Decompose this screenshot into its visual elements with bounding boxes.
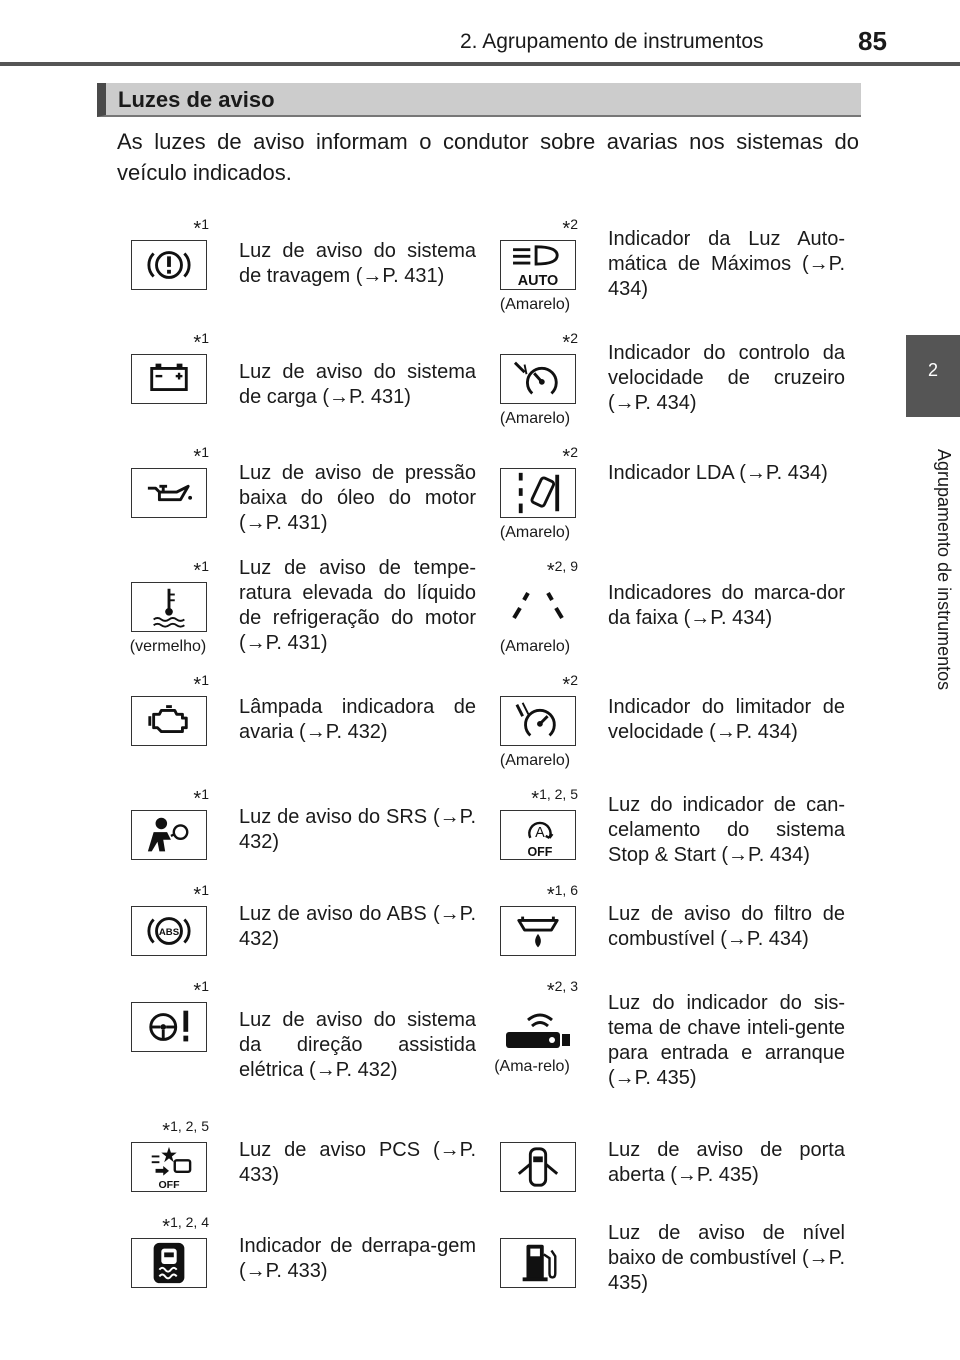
footnote-ref: *$^2$ (562, 216, 578, 240)
page-number: 85 (858, 26, 887, 56)
footnote-ref: *$^2$ (562, 330, 578, 354)
warning-description: Luz de aviso do sistema de travagem (→P. 431) (239, 240, 476, 287)
warning-description: Luz de aviso de nível baixo de combustível (→P. 435) (608, 1222, 845, 1294)
abs-icon (131, 906, 207, 956)
svg-text:OFF: OFF (527, 845, 553, 859)
svg-text:AUTO: AUTO (517, 273, 559, 289)
warning-description: Indicador da Luz Auto-mática de Máximos (→P. 434) (608, 228, 845, 300)
running-header: 2. Agrupamento de instrumentos (460, 30, 764, 53)
power-steering-icon (131, 1002, 207, 1052)
warning-description: Luz de aviso de porta aberta (→P. 435) (608, 1139, 845, 1186)
warning-description: Indicadores do marca-dor da faixa (→P. 434) (608, 582, 845, 629)
warning-description: Luz de aviso de tempe-ratura elevada do líquido de refrigeração do motor (→P. 431) (239, 557, 476, 654)
footnote-ref: *$^{1, 2, 5}$ (162, 1118, 209, 1142)
oil-pressure-icon (131, 468, 207, 518)
footnote-ref: *$^1$ (193, 216, 209, 240)
cruise-control-icon (500, 354, 576, 404)
warning-description: Luz de aviso do sistema de carga (→P. 431) (239, 361, 476, 408)
footnote-ref: *$^2$ (562, 444, 578, 468)
warning-description: Luz do indicador de can-celamento do sistema Stop & Start (→P. 434) (608, 794, 845, 866)
battery-icon (131, 354, 207, 404)
footnote-ref: *$^1$ (193, 558, 209, 582)
chapter-side-label: Agrupamento de instrumentos (934, 449, 954, 691)
warning-description: Indicador LDA (→P. 434) (608, 462, 828, 484)
warning-description: Lâmpada indicadora de avaria (→P. 432) (239, 696, 476, 743)
color-label: (Amarelo) (499, 410, 571, 427)
footnote-ref: *$^1$ (193, 882, 209, 906)
footnote-ref: *$^2$ (562, 672, 578, 696)
color-label: (Amarelo) (499, 638, 571, 655)
footnote-ref: *$^1$ (193, 978, 209, 1002)
footnote-ref: *$^1$ (193, 444, 209, 468)
warning-description: Luz de aviso PCS (→P. 433) (239, 1139, 476, 1186)
warning-description: Luz de aviso do filtro de combustível (→P. 434) (608, 903, 845, 950)
warning-description: Indicador do limitador de velocidade (→P. 434) (608, 696, 845, 743)
svg-text:OFF: OFF (158, 1179, 180, 1191)
svg-text:ABS: ABS (158, 926, 180, 938)
warning-description: Luz de aviso do sistema da direção assistida elétrica (→P. 432) (239, 1009, 476, 1081)
speed-limiter-icon (500, 696, 576, 746)
footnote-ref: *$^1$ (193, 330, 209, 354)
footnote-ref: *$^1$ (193, 672, 209, 696)
stop-start-off-icon (500, 810, 576, 860)
color-label: (Ama-relo) (494, 1058, 570, 1075)
door-open-icon (500, 1142, 576, 1192)
footnote-ref: *$^{2, 3}$ (546, 978, 578, 1002)
fuel-filter-icon (500, 906, 576, 956)
auto-high-beam-icon (500, 240, 576, 290)
warning-description: Indicador de derrapa-gem (→P. 433) (239, 1235, 476, 1282)
footnote-ref: *$^{1, 2, 5}$ (531, 786, 578, 810)
srs-airbag-icon (131, 810, 207, 860)
color-label: (Amarelo) (499, 296, 571, 313)
warning-description: Indicador do controlo da velocidade de cruzeiro (→P. 434) (608, 342, 845, 414)
pcs-off-icon (131, 1142, 207, 1192)
chapter-tab: 2 (906, 335, 960, 417)
footnote-ref: *$^{1, 2, 4}$ (162, 1214, 209, 1238)
header-rule (0, 62, 960, 66)
footnote-ref: *$^1$ (193, 786, 209, 810)
section-heading-box (97, 83, 861, 117)
coolant-temperature-icon (131, 582, 207, 632)
brake-warning-icon (131, 240, 207, 290)
warning-description: Luz de aviso do ABS (→P. 432) (239, 903, 476, 950)
footnote-ref: *$^{2, 9}$ (546, 558, 578, 582)
warning-description: Luz de aviso de pressão baixa do óleo do motor (→P. 431) (239, 462, 476, 534)
section-title: Luzes de aviso (118, 87, 275, 112)
low-fuel-icon (500, 1238, 576, 1288)
intro-paragraph: As luzes de aviso informam o condutor sobre avarias nos sistemas do veículo indicados. (117, 129, 859, 185)
color-label: (Amarelo) (499, 524, 571, 541)
footnote-ref: *$^{1, 6}$ (546, 882, 578, 906)
check-engine-icon (131, 696, 207, 746)
color-label: (Amarelo) (499, 752, 571, 769)
warning-description: Luz de aviso do SRS (→P. 432) (239, 806, 476, 853)
warning-description: Luz do indicador do sis-tema de chave inteli-gente para entrada e arranque (→P. 435) (608, 992, 845, 1089)
svg-text:A: A (535, 824, 545, 841)
color-label: (vermelho) (129, 638, 207, 655)
lane-marker-icon[interactable] (500, 582, 576, 632)
slip-indicator-icon (131, 1238, 207, 1288)
lda-icon (500, 468, 576, 518)
smart-key-icon (500, 1002, 576, 1052)
